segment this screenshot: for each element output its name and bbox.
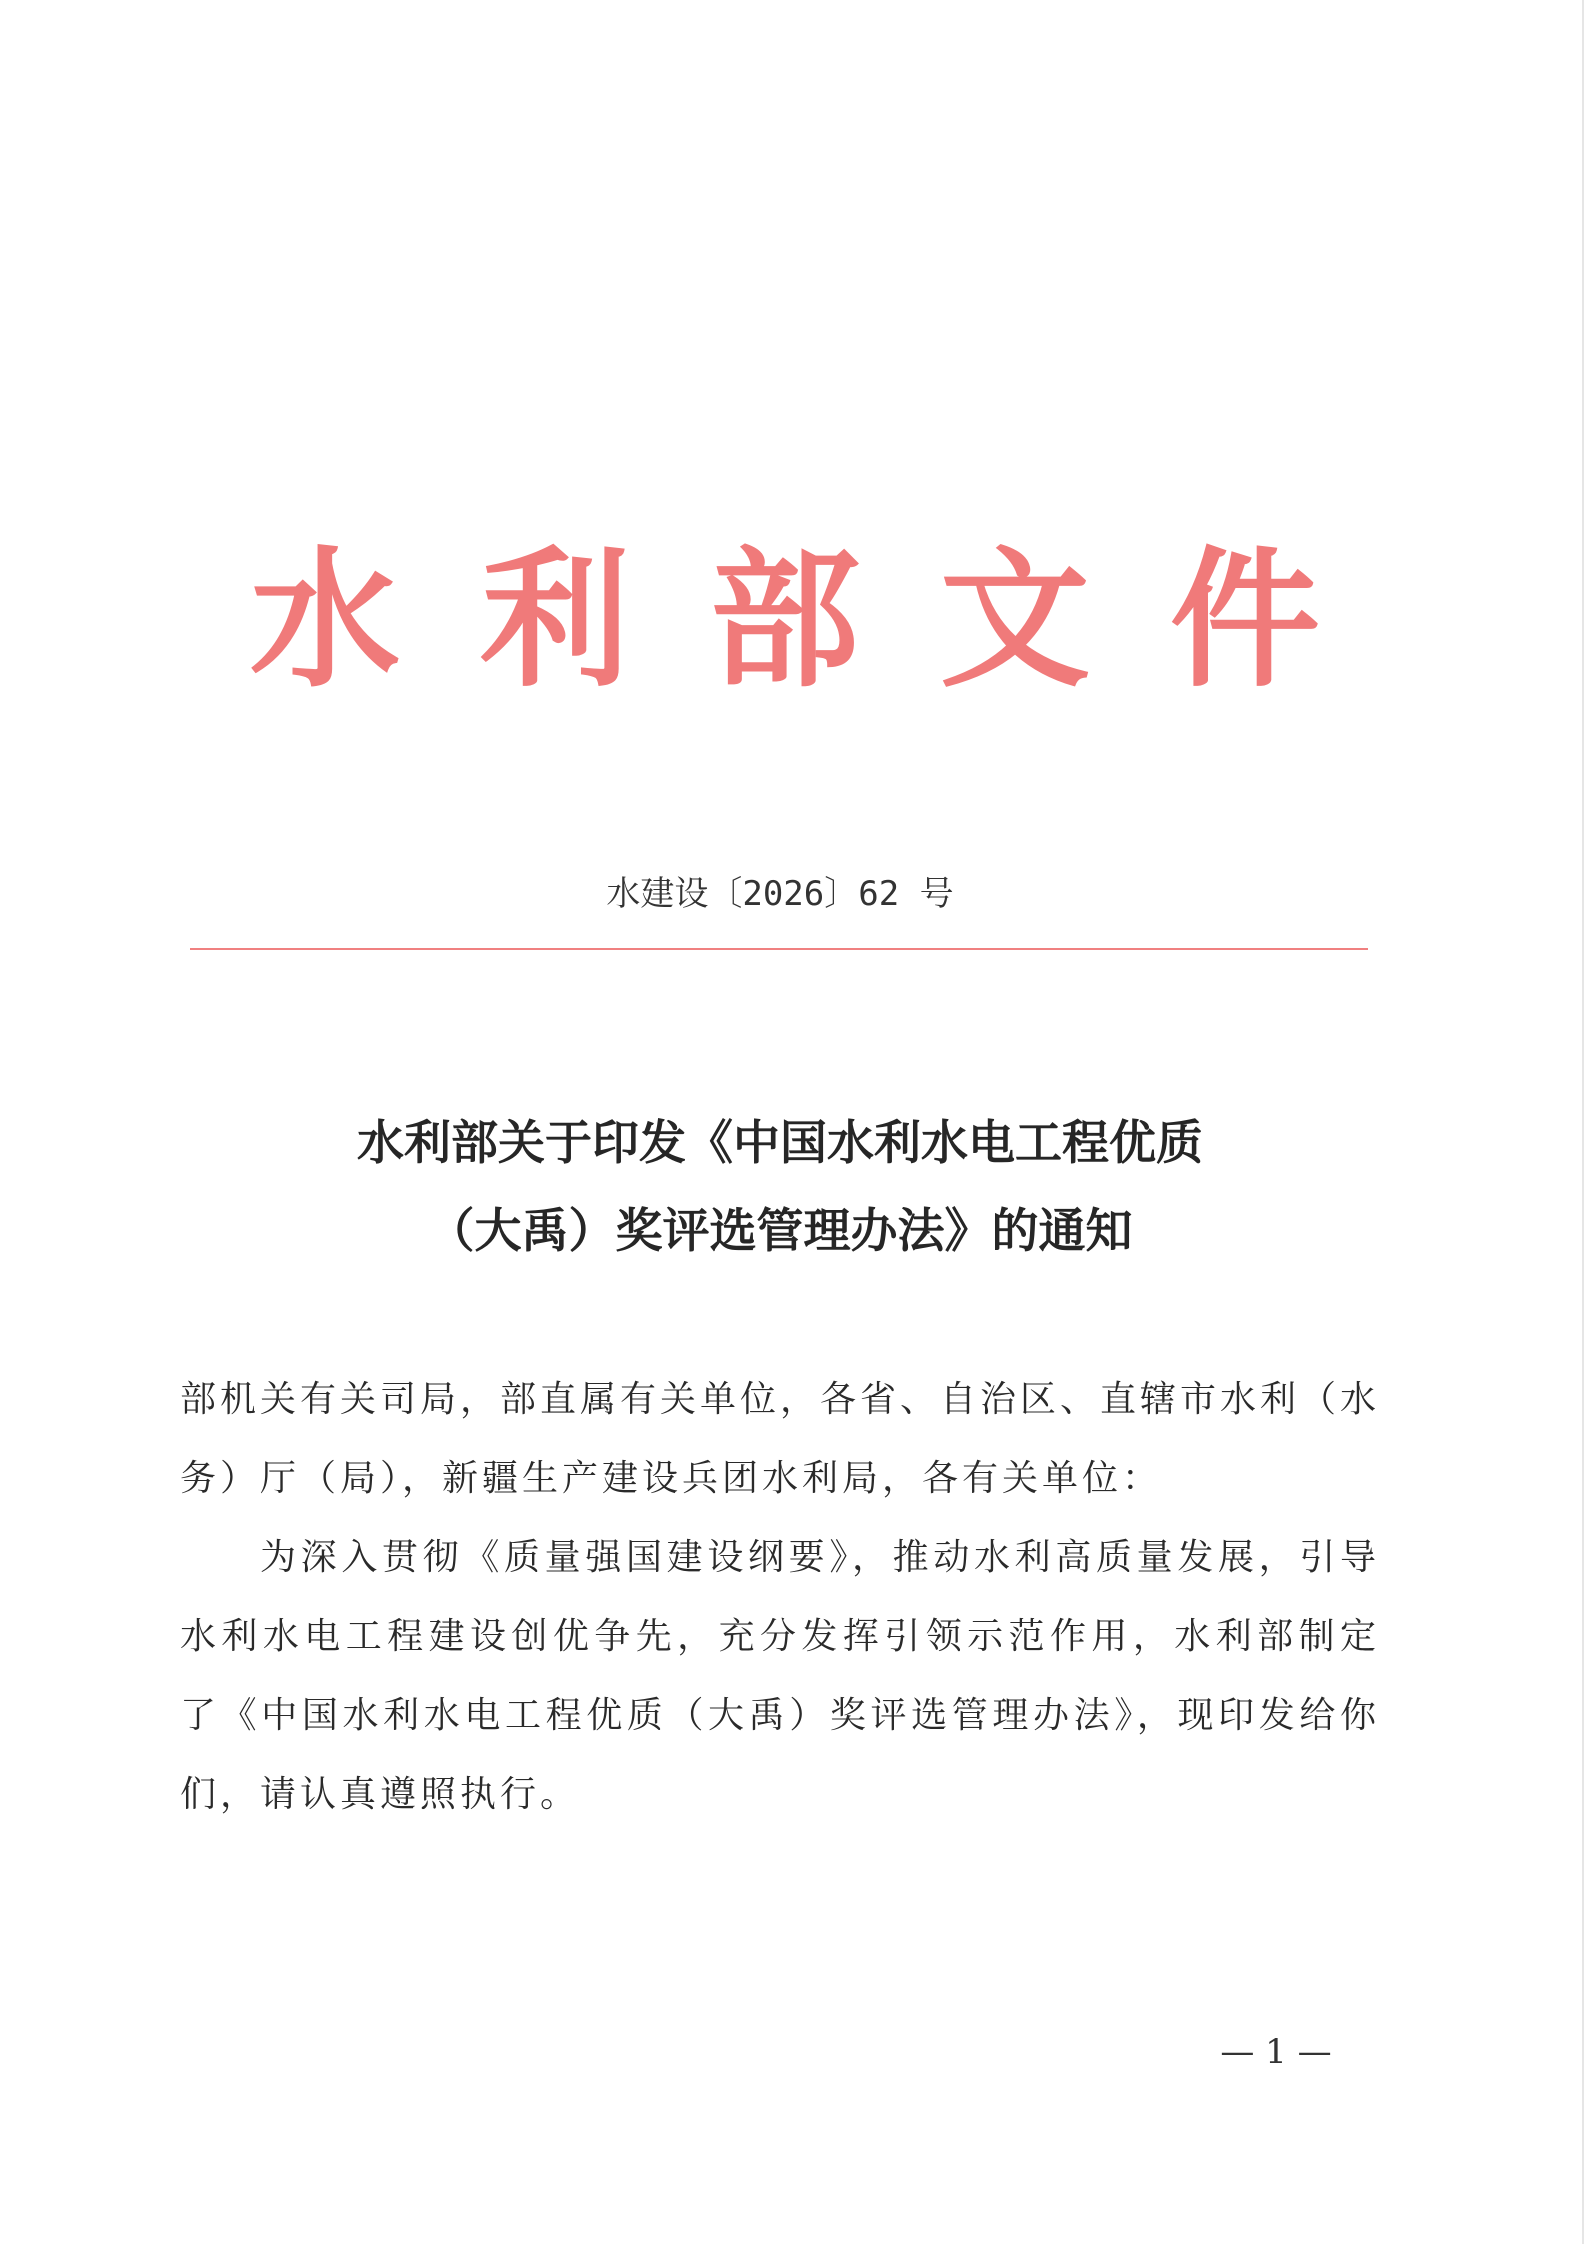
notice-title (0, 1100, 1560, 1276)
notice-body (180, 1360, 1380, 1834)
masthead-char: 件 (1169, 532, 1320, 708)
masthead-char: 利 (479, 532, 630, 708)
page-number: — 1 — (1220, 2032, 1332, 2072)
notice-title-line: （大禹）奖评选管理办法》的通知 (427, 1204, 1133, 1259)
addressee-line: 务）厅（局），新疆生产建设兵团水利局，各有关单位： (180, 1458, 1163, 1499)
addressee-line: 部机关有关司局，部直属有关单位，各省、自治区、直辖市水利（水 (180, 1379, 1381, 1420)
masthead-char: 水 (250, 532, 401, 708)
masthead-char: 部 (709, 532, 860, 708)
red-separator-rule (190, 948, 1368, 950)
masthead-char: 文 (939, 532, 1090, 708)
document-number: 水建设〔2026〕62 号 (606, 874, 954, 914)
notice-title-line: 水利部关于印发《中国水利水电工程优质 (357, 1116, 1203, 1171)
scan-edge-line (1582, 0, 1584, 2244)
masthead-title (250, 532, 1320, 708)
paragraph-line: 们，请认真遵照执行。 (180, 1774, 581, 1815)
paragraph-line: 水利水电工程建设创优争先，充分发挥引领示范作用，水利部制定 (180, 1616, 1380, 1657)
paragraph-line: 了《中国水利水电工程优质（大禹）奖评选管理办法》，现印发给你 (180, 1695, 1380, 1736)
paragraph-line: 为深入贯彻《质量强国建设纲要》，推动水利高质量发展，引导 (260, 1537, 1380, 1578)
